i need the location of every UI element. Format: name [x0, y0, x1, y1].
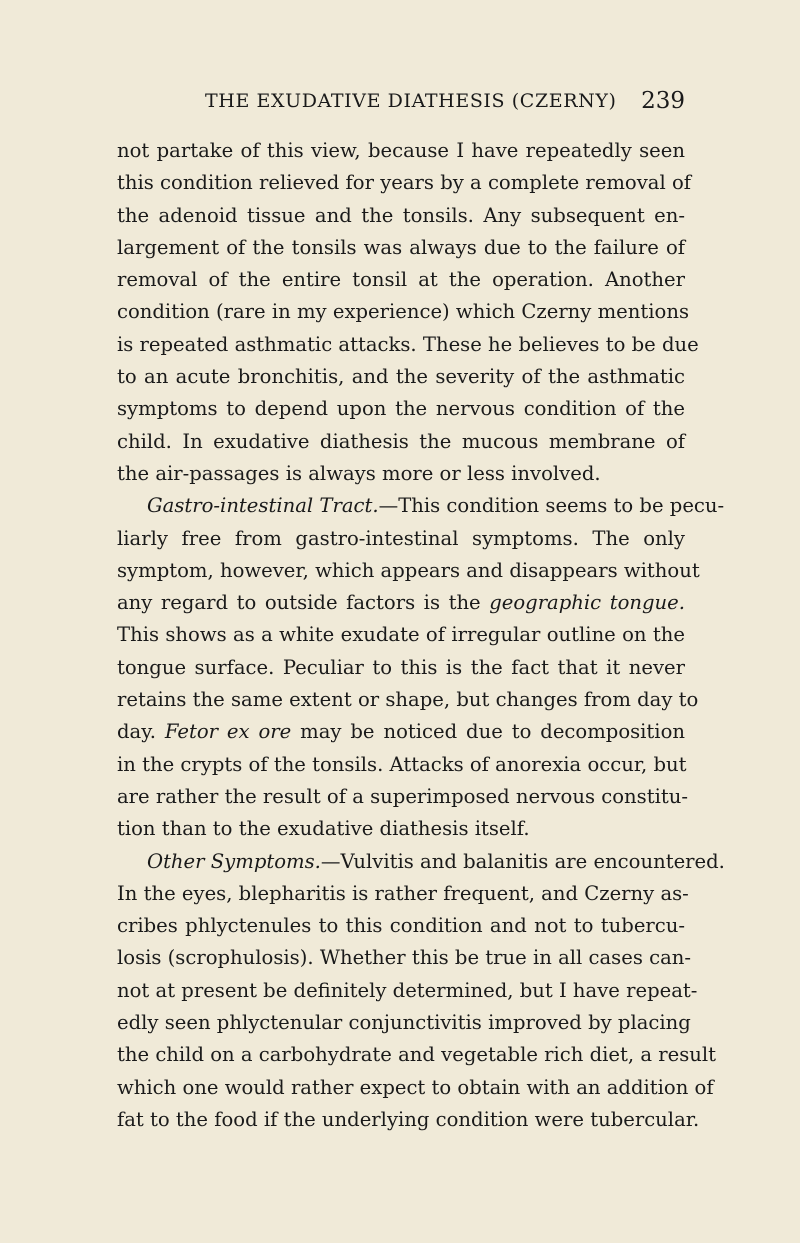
text-line: condition (rare in my experience) which Czerny mentions: [117, 300, 690, 324]
text-line: losis (scrophulosis). Whether this be true in all cases can-: [117, 946, 691, 970]
text-line: largement of the tonsils was always due to the failure of: [117, 235, 685, 259]
text-line: tongue surface. Peculiar to this is the fact that it never: [117, 655, 685, 679]
section-heading-line: Other Symptoms.—Vulvitis and balanitis are encountered.: [147, 849, 725, 873]
text-line: in the crypts of the tonsils. Attacks of anorexia occur, but: [117, 752, 687, 776]
text-line: symptom, however, which appears and disappears without: [117, 558, 700, 582]
text-line: liarly free from gastro-intestinal symptoms. The only: [117, 526, 685, 550]
text-line: not at present be definitely determined, but I have repeat-: [117, 978, 698, 1002]
text-line: removal of the entire tonsil at the operation. Another: [117, 268, 685, 292]
text-line: tion than to the exudative diathesis itself.: [117, 817, 530, 841]
text-line: any regard to outside factors is the geographic tongue.: [117, 591, 685, 615]
body-text: [117, 135, 725, 1136]
text-line: edly seen phlyctenular conjunctivitis improved by placing: [117, 1011, 691, 1035]
text-line: which one would rather expect to obtain with an addition of: [117, 1075, 714, 1099]
text-line: fat to the food if the underlying condition were tubercular.: [117, 1107, 700, 1131]
text-line: the adenoid tissue and the tonsils. Any subsequent en-: [117, 203, 685, 227]
text-line: not partake of this view, because I have repeatedly seen: [117, 139, 685, 162]
section-heading-gastro: Gastro-intestinal Tract.: [147, 494, 379, 518]
text-line: day. Fetor ex ore may be noticed due to decomposition: [117, 720, 685, 744]
text-line: are rather the result of a superimposed nervous constitu-: [117, 784, 688, 808]
text-line: to an acute bronchitis, and the severity of the asthmatic: [117, 365, 685, 389]
text-line: the air-passages is always more or less involved.: [117, 461, 601, 485]
text-line: the child on a carbohydrate and vegetable rich diet, a result: [117, 1043, 717, 1067]
text-line: symptoms to depend upon the nervous condition of the: [117, 397, 685, 421]
text-line: retains the same extent or shape, but changes from day to: [117, 688, 699, 712]
text-line: child. In exudative diathesis the mucous membrane of: [117, 429, 685, 453]
section-heading-other: Other Symptoms.: [147, 849, 321, 873]
text-line: This shows as a white exudate of irregular outline on the: [117, 623, 685, 647]
text-line: cribes phlyctenules to this condition and not to tubercu-: [117, 914, 685, 938]
running-title: THE EXUDATIVE DIATHESIS (CZERNY): [205, 90, 617, 112]
text-line: this condition relieved for years by a complete removal of: [117, 171, 692, 195]
page-number: 239: [641, 88, 685, 114]
italic-term: Fetor ex ore: [164, 720, 292, 744]
text-line: is repeated asthmatic attacks. These he believes to be due: [117, 332, 699, 356]
text-line: In the eyes, blepharitis is rather frequent, and Czerny as-: [117, 881, 689, 905]
running-head: [117, 88, 685, 118]
section-heading-line: Gastro-intestinal Tract.—This condition seems to be pecu-: [147, 494, 725, 518]
italic-term: geographic tongue.: [489, 591, 685, 615]
